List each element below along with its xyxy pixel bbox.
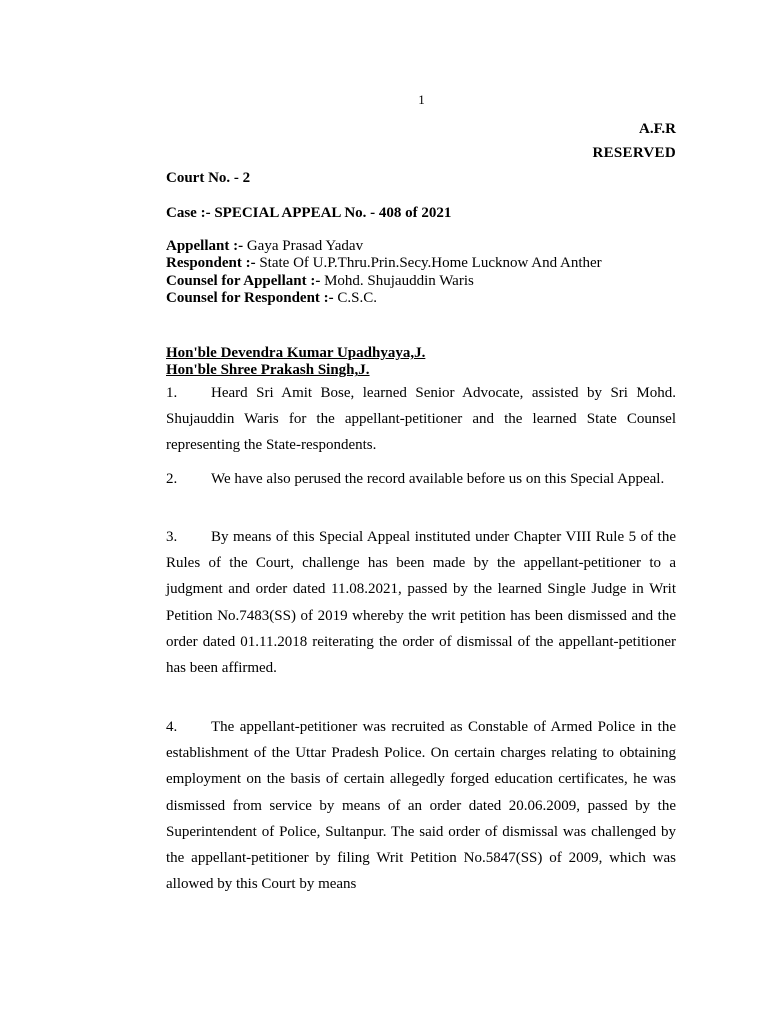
counsel-appellant-line: [166, 273, 676, 290]
judge-name: Hon'ble Shree Prakash Singh,J.: [166, 362, 370, 379]
appellant-label: Appellant :-: [166, 238, 244, 254]
paragraph: [166, 466, 676, 492]
page-number: 1: [418, 92, 425, 107]
respondent-label: Respondent :-: [166, 255, 256, 272]
counsel-respondent-label: Counsel for Respondent :-: [166, 290, 334, 307]
paragraph: [166, 380, 676, 459]
paragraph-text: By means of this Special Appeal instituted under Chapter VIII Rule 5 of the Rules of the Court, challenge has been made by the appellant-petitioner to a judgment and order dated 11.08.2021, passed by the learned Single Judge in Writ Petition No.7483(SS) of 2019 whereby the writ petition has been dismissed and the order dated 01.11.2018 reiterating the order of dismissal of the appellant-petitioner has been affirmed.: [166, 529, 676, 677]
counsel-appellant-label: Counsel for Appellant :-: [166, 272, 321, 289]
appellant-line: [166, 238, 676, 255]
case-number: Case :- SPECIAL APPEAL No. - 408 of 2021: [166, 205, 452, 221]
paragraph: [166, 524, 676, 681]
paragraph-number: 4.: [166, 719, 178, 735]
counsel-appellant-name: Mohd. Shujauddin Waris: [320, 272, 474, 289]
paragraph-text: The appellant-petitioner was recruited as Constable of Armed Police in the establishment of the Uttar Pradesh Police. On certain charges relating to obtaining employment on the basis of certain allegedly forged education certificates, he was dismissed from service by means of an order dated 20.06.2009, passed by the Superintendent of Police, Sultanpur. The said order of dismissal was challenged by the appellant-petitioner by filing Writ Petition No.5847(SS) of 2009, which was allowed by this Court by means: [166, 719, 676, 893]
afr-label: A.F.R: [639, 121, 676, 137]
paragraph: [166, 714, 676, 897]
paragraph-number: 1.: [166, 385, 178, 401]
respondent-line: [166, 255, 676, 272]
paragraph-text: We have also perused the record available before us on this Special Appeal.: [211, 471, 665, 487]
appellant-name: Gaya Prasad Yadav: [243, 238, 364, 254]
respondent-name: State Of U.P.Thru.Prin.Secy.Home Lucknow And Anther: [255, 255, 602, 272]
paragraph-number: 2.: [166, 471, 178, 487]
counsel-respondent-line: [166, 290, 676, 307]
counsel-respondent-name: C.S.C.: [333, 290, 378, 307]
judge-name: Hon'ble Devendra Kumar Upadhyaya,J.: [166, 345, 426, 361]
bench-judges: [166, 345, 676, 380]
parties-block: [166, 238, 676, 308]
paragraph-number: 3.: [166, 529, 178, 545]
reserved-label: RESERVED: [592, 145, 676, 161]
court-number: Court No. - 2: [166, 170, 251, 186]
paragraph-text: Heard Sri Amit Bose, learned Senior Advocate, assisted by Sri Mohd. Shujauddin Waris for the appellant-petitioner and the learned State Counsel representing the State-respondents.: [166, 385, 676, 454]
